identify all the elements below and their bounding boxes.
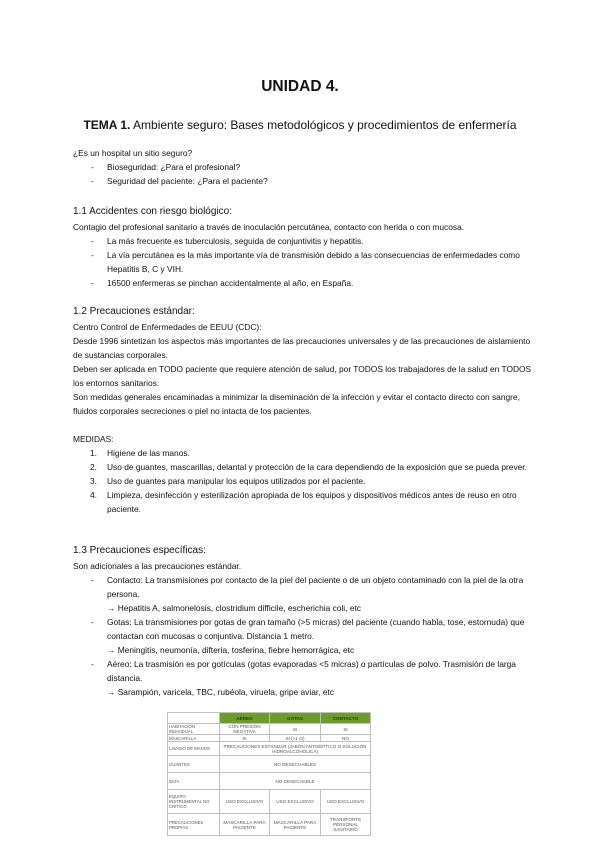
row-header: PRECAUCIONES PROPIAS [168, 814, 220, 836]
topic-number: TEMA 1. [83, 118, 131, 132]
table-row [168, 773, 371, 790]
list-item [73, 474, 535, 488]
item-example: → Hepatitis A, salmonelosis, clostridium difficile, escherichia coli, etc [107, 603, 361, 613]
column-header: GOTAS [270, 713, 321, 724]
table-cell: SI [270, 724, 321, 735]
risk-list [73, 234, 535, 290]
table-cell: SI [220, 735, 270, 742]
table-row [168, 724, 371, 735]
item-text: Limpieza, desinfección y esterilización apropiada de los equipos y dispositivos médicos antes de reuso en otro paciente. [107, 490, 517, 514]
intro-question: ¿Es un hospital un sitio seguro? [73, 148, 193, 158]
table-cell: USO EXCLUSIVO [270, 790, 321, 814]
table-row [168, 790, 371, 814]
list-item: - La vía percutánea es la más importante vía de transmisión debido a las consecuencias de enfermedades como Hepatitis B, C y VIH. [73, 248, 535, 276]
column-header: AÉREO [220, 713, 270, 724]
list-item [73, 573, 535, 615]
list-item: - Bioseguridad: ¿Para el profesional? [73, 160, 535, 174]
table-cell: NO [321, 735, 371, 742]
section-lead: Contagio del profesional sanitario a través de inoculación percutánea, contacto con herida o con mucosa. [73, 222, 465, 232]
table-cell: SI (>1 m) [270, 735, 321, 742]
list-item [73, 460, 535, 474]
section-1-1 [73, 205, 535, 290]
section-1-2 [73, 305, 535, 418]
item-text: Contacto: La transmisiones por contacto de la piel del paciente o de un objeto contaminado con la piel de la otra persona. [107, 575, 524, 599]
item-number: 1. [90, 448, 97, 458]
precautions-table [167, 712, 371, 836]
row-header: LAVADO DE MANOS [168, 742, 220, 756]
paragraph: Deben ser aplicada en TODO paciente que requiere atención de salud, por TODOS los trabajadores de la salud en TODOS los entornos sanitarios. [73, 364, 532, 388]
item-text: Gotas: La transmisiones por gotas de gran tamaño (>5 micras) del paciente (cuando habla, tose, estornuda) que contactan con mucosas o conjuntiva. Distancia 1 metro. [107, 617, 525, 641]
list-item [73, 446, 535, 460]
topic-text: Ambiente seguro: Bases metodológicos y procedimientos de enfermería [130, 118, 517, 132]
table-cell-merged: NO DESECHABLES [220, 756, 371, 773]
table-cell: USO EXCLUSIVO [321, 790, 371, 814]
table-cell: MASCARILLA PARA PACIENTE [220, 814, 270, 836]
list-item [73, 657, 535, 699]
measures-label: MEDIDAS: [73, 434, 114, 444]
table-row [168, 735, 371, 742]
table-cell: USO EXCLUSIVO [220, 790, 270, 814]
specific-list [73, 573, 535, 699]
measures-list [73, 446, 535, 516]
row-header: BATA [168, 773, 220, 790]
table-cell-merged: NO DESECHABLE [220, 773, 371, 790]
table-cell-merged: PRECAUCIONES ESTÁNDAR (JABÓN ANTISÉPTICO O SOLUCIÓN HIDROALCOHÓLICA) [220, 742, 371, 756]
list-item: - 16500 enfermeras se pinchan accidentalmente al año, en España. [73, 276, 535, 290]
section-heading: 1.1 Accidentes con riesgo biológico: [73, 206, 232, 217]
paragraph: Centro Control de Enfermedades de EEUU (CDC): [73, 322, 262, 332]
list-item [73, 615, 535, 657]
item-example: → Sarampión, varicela, TBC, rubéola, viruela, gripe aviar, etc [107, 687, 335, 697]
paragraph: Desde 1996 sintetizan los aspectos más importantes de las precauciones universales y de las precauciones de aislamiento de sustancias corporales. [73, 336, 531, 360]
measures-section [73, 432, 535, 516]
item-number: 2. [90, 462, 97, 472]
row-header: HABITACIÓN INDIVIDUAL [168, 724, 220, 735]
row-header: MASCARILLA [168, 735, 220, 742]
item-text: Higiene de las manos. [107, 448, 190, 458]
section-heading: 1.3 Precauciones específicas: [73, 545, 206, 556]
section-1-3 [73, 544, 535, 699]
list-item: - La más frecuente es tuberculosis, seguida de conjuntivitis y hepatitis. [73, 234, 535, 248]
list-item [73, 488, 535, 516]
paragraph: Son medidas generales encaminadas a minimizar la diseminación de la infección y evitar el contacto directo con sangre, fluidos corporales secreciones o piel no intacta de los pacientes. [73, 392, 520, 416]
item-number: 3. [90, 476, 97, 486]
section-heading: 1.2 Precauciones estándar: [73, 306, 195, 317]
intro-list [73, 160, 535, 188]
table-cell: TRANSPORTE PERSONAL SANITARIO [321, 814, 371, 836]
topic-subtitle [0, 118, 600, 132]
list-item: - Seguridad del paciente: ¿Para el paciente? [73, 174, 535, 188]
table-row [168, 742, 371, 756]
row-header: GUANTES [168, 756, 220, 773]
table-cell: CON PRESIÓN NEGATIVA [220, 724, 270, 735]
table-corner [168, 713, 220, 724]
page-title: UNIDAD 4. [261, 78, 339, 95]
column-header: CONTACTO [321, 713, 371, 724]
table-header-row [168, 713, 371, 724]
item-text: Uso de guantes para manipular los equipos utilizados por el paciente. [107, 476, 366, 486]
table-cell: MASCARILLA PARA PACIENTE [270, 814, 321, 836]
row-header: EQUIPO INSTRUMENTAL NO CRÍTICO [168, 790, 220, 814]
item-text: Aéreo: La trasmisión es por gotículas (gotas evaporadas <5 micras) o partículas de polvo. Trasmisión de larga distancia. [107, 659, 516, 683]
section-lead: Son adicionales a las precauciones estándar. [73, 561, 242, 571]
item-text: Uso de guantes, mascarillas, delantal y protección de la cara dependiendo de la exposición que se pueda prever. [107, 462, 527, 472]
table-cell: SI [321, 724, 371, 735]
item-number: 4. [90, 490, 97, 500]
item-example: → Meningitis, neumonía, difteria, tosferina, fiebre hemorrágica, etc [107, 645, 355, 655]
intro-section [73, 146, 535, 188]
table-row [168, 756, 371, 773]
table-row [168, 814, 371, 836]
